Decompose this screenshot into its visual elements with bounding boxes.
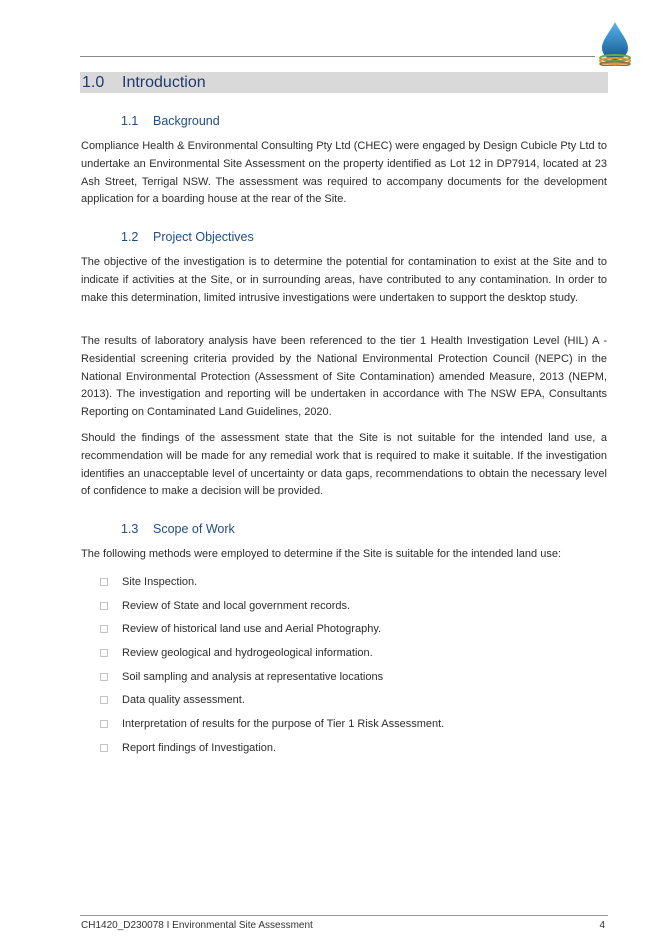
list-item: Soil sampling and analysis at representative locations <box>100 665 444 689</box>
bullet-box-icon <box>100 696 108 704</box>
objectives-paragraph-1: The objective of the investigation is to determine the potential for contamination to exist at the Site and to indicate if activities at the Site, or in surrounding areas, have contributed to any contamination. In order to make this determination, limited intrusive investigations were undertaken to support the desktop study. <box>81 256 607 304</box>
bullet-box-icon <box>100 625 108 633</box>
bullet-box-icon <box>100 673 108 681</box>
footer-rule <box>80 915 608 916</box>
subheading-title: Background <box>153 114 220 128</box>
bullet-box-icon <box>100 720 108 728</box>
water-drop-logo-icon <box>598 20 632 66</box>
subheading-number: 1.2 <box>121 230 139 244</box>
bullet-box-icon <box>100 578 108 586</box>
list-item: Interpretation of results for the purpose of Tier 1 Risk Assessment. <box>100 712 444 736</box>
section-number: 1.0 <box>82 73 105 91</box>
page-number: 4 <box>599 920 605 931</box>
scope-list <box>100 570 444 760</box>
list-item: Review geological and hydrogeological information. <box>100 641 444 665</box>
section-title: Introduction <box>122 73 206 91</box>
subheading-project-objectives <box>121 230 254 244</box>
bullet-box-icon <box>100 602 108 610</box>
section-heading-bar <box>80 72 608 93</box>
subheading-number: 1.3 <box>121 522 139 536</box>
subheading-title: Project Objectives <box>153 230 254 244</box>
header-rule <box>80 56 595 57</box>
list-item: Review of State and local government records. <box>100 594 444 618</box>
scope-intro: The following methods were employed to determine if the Site is suitable for the intended land use: <box>81 548 561 560</box>
list-item: Report findings of Investigation. <box>100 736 444 760</box>
list-item: Data quality assessment. <box>100 688 444 712</box>
subheading-number: 1.1 <box>121 114 139 128</box>
bullet-box-icon <box>100 744 108 752</box>
subheading-background <box>121 114 220 128</box>
objectives-paragraph-2: The results of laboratory analysis have been referenced to the tier 1 Health Investigation Level (HIL) A - Residential screening criteria provided by the National Environmental Protection Council (NEPC) in the National Environmental Protection (Assessment of Site Contamination) amended Measure, 2013 (NEPM, 2013). The investigation and reporting will be undertaken in accordance with The NSW EPA, Consultants Reporting on Contaminated Land Guidelines, 2020. <box>81 335 607 419</box>
footer-document-reference: CH1420_D230078 I Environmental Site Assessment <box>81 920 313 931</box>
subheading-scope-of-work <box>121 522 235 536</box>
background-paragraph: Compliance Health & Environmental Consulting Pty Ltd (CHEC) were engaged by Design Cubicle Pty Ltd to undertake an Environmental Site Assessment on the property identified as Lot 12 in DP7914, located at 23 Ash Street, Terrigal NSW. The assessment was required to accompany documents for the development application for a boarding house at the rear of the Site. <box>81 140 607 206</box>
bullet-box-icon <box>100 649 108 657</box>
objectives-paragraph-3: Should the findings of the assessment state that the Site is not suitable for the intended land use, a recommendation will be made for any remedial work that is required to make it suitable. If the investigation identifies an unacceptable level of uncertainty or data gaps, recommendations to obtain the necessary level of confidence to make a decision will be provided. <box>81 432 607 498</box>
subheading-title: Scope of Work <box>153 522 235 536</box>
list-item: Review of historical land use and Aerial Photography. <box>100 617 444 641</box>
list-item: Site Inspection. <box>100 570 444 594</box>
